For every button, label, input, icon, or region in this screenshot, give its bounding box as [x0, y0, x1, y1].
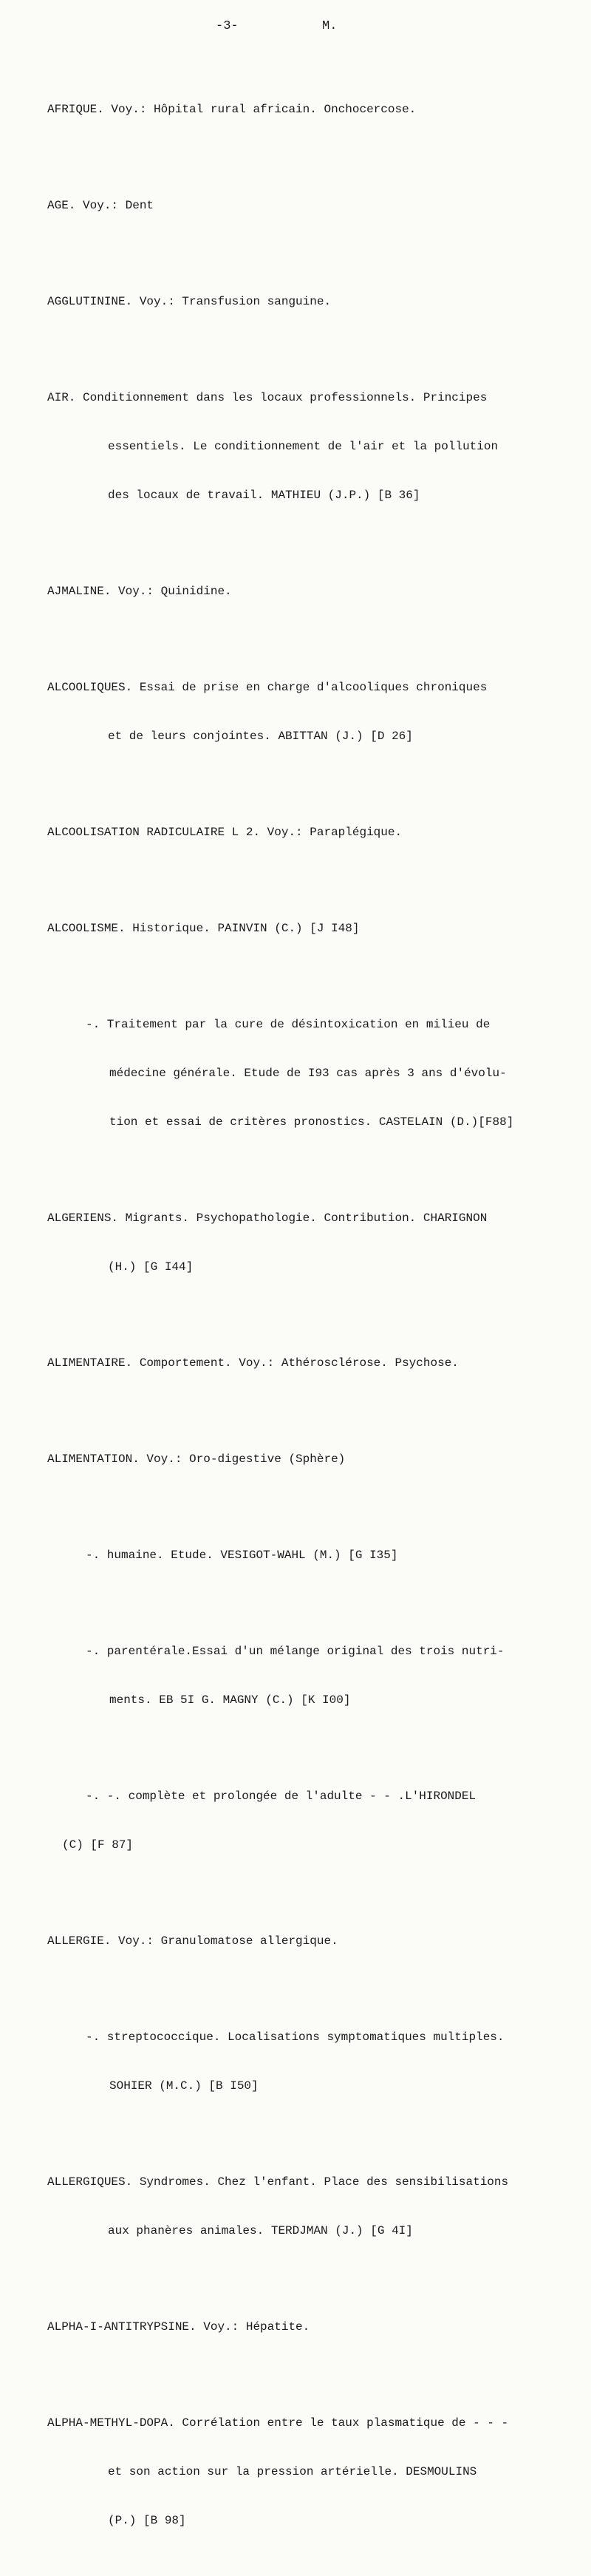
entry-line: -. parentérale.Essai d'un mélange original des trois nutri-: [86, 1645, 505, 1658]
index-subentry-allergie-streptococcique: [47, 1996, 557, 2127]
index-entry-air: [47, 357, 557, 536]
entry-line: -. -. complète et prolongée de l'adulte - - .L'HIRONDEL: [86, 1790, 476, 1803]
entry-line: ALIMENTAIRE. Comportement. Voy.: Athérosclérose. Psychose.: [47, 1356, 459, 1370]
index-entry-ajmaline: [47, 551, 557, 632]
page-number: -3-: [216, 19, 239, 33]
entry-line: -. streptococcique. Localisations symptomatiques multiples.: [86, 2030, 505, 2044]
entry-line: ALPHA-METHYL-DOPA. Corrélation entre le taux plasmatique de - - -: [47, 2416, 509, 2430]
index-subentry-alcoolisme-traitement: [47, 984, 557, 1163]
entry-line: ALGERIENS. Migrants. Psychopathologie. Contribution. CHARIGNON: [47, 1211, 488, 1225]
index-entry-alpha-methyl-dopa: [47, 2382, 557, 2561]
index-entry-allergie: [47, 1900, 557, 1982]
entry-line: AGGLUTININE. Voy.: Transfusion sanguine.: [47, 295, 332, 308]
index-subentry-alimentation-complete: [47, 1756, 557, 1886]
index-entry-alcoolisation-radiculaire: [47, 792, 557, 873]
entry-line: AFRIQUE. Voy.: Hôpital rural africain. Onchocercose.: [47, 103, 417, 116]
index-entry-algeriens: [47, 1177, 557, 1308]
entry-line: AJMALINE. Voy.: Quinidine.: [47, 585, 232, 598]
index-entries: [47, 69, 557, 2576]
entry-continuation-line: tion et essai de critères pronostics. CASTELAIN (D.)[F88]: [109, 1115, 514, 1129]
index-entry-alimentaire: [47, 1322, 557, 1404]
entry-line: ALCOOLIQUES. Essai de prise en charge d'alcooliques chroniques: [47, 681, 488, 694]
index-entry-afrique: [47, 69, 557, 150]
entry-continuation-line: et son action sur la pression artérielle. DESMOULINS: [108, 2465, 477, 2478]
entry-line: ALCOOLISATION RADICULAIRE L 2. Voy.: Paraplégique.: [47, 826, 403, 839]
entry-continuation-line: SOHIER (M.C.) [B I50]: [109, 2079, 259, 2093]
entry-continuation-line: des locaux de travail. MATHIEU (J.P.) [B 36]: [108, 489, 420, 502]
entry-line: ALIMENTATION. Voy.: Oro-digestive (Sphère): [47, 1452, 346, 1466]
entry-line: -. humaine. Etude. VESIGOT-WAHL (M.) [G I35]: [86, 1549, 398, 1562]
entry-line: ALLERGIQUES. Syndromes. Chez l'enfant. Place des sensibilisations: [47, 2175, 509, 2189]
section-letter: M.: [322, 19, 338, 33]
entry-continuation-line: (H.) [G I44]: [108, 1260, 194, 1274]
entry-continuation-line: ments. EB 5I G. MAGNY (C.) [K I00]: [109, 1693, 351, 1707]
entry-line: ALLERGIE. Voy.: Granulomatose allergique.: [47, 1934, 338, 1948]
entry-continuation-line: essentiels. Le conditionnement de l'air et la pollution: [108, 440, 499, 453]
index-entry-alcoolisme: [47, 888, 557, 969]
page-header: [0, 19, 591, 37]
index-entry-alcooliques: [47, 647, 557, 777]
index-subentry-alimentation-parenterale: [47, 1611, 557, 1741]
index-entry-agglutinine: [47, 261, 557, 342]
entry-continuation-line: (C) [F 87]: [62, 1838, 134, 1852]
entry-line: ALPHA-I-ANTITRYPSINE. Voy.: Hépatite.: [47, 2320, 310, 2334]
entry-continuation-line: (P.) [B 98]: [108, 2514, 186, 2527]
index-entry-age: [47, 165, 557, 246]
entry-line: AIR. Conditionnement dans les locaux professionnels. Principes: [47, 391, 488, 404]
entry-line: -. Traitement par la cure de désintoxication en milieu de: [86, 1018, 491, 1031]
entry-continuation-line: et de leurs conjointes. ABITTAN (J.) [D 26]: [108, 730, 413, 743]
entry-continuation-line: médecine générale. Etude de I93 cas après 3 ans d'évolu-: [109, 1067, 507, 1080]
index-entry-alpha-1-antitrypsine: [47, 2286, 557, 2368]
index-entry-alimentation: [47, 1418, 557, 1500]
index-entry-allergiques: [47, 2141, 557, 2271]
entry-line: ALCOOLISME. Historique. PAINVIN (C.) [J I48]: [47, 922, 360, 935]
index-subentry-alimentation-humaine: [47, 1515, 557, 1596]
entry-continuation-line: aux phanères animales. TERDJMAN (J.) [G 4I]: [108, 2224, 413, 2237]
entry-line: AGE. Voy.: Dent: [47, 199, 154, 212]
